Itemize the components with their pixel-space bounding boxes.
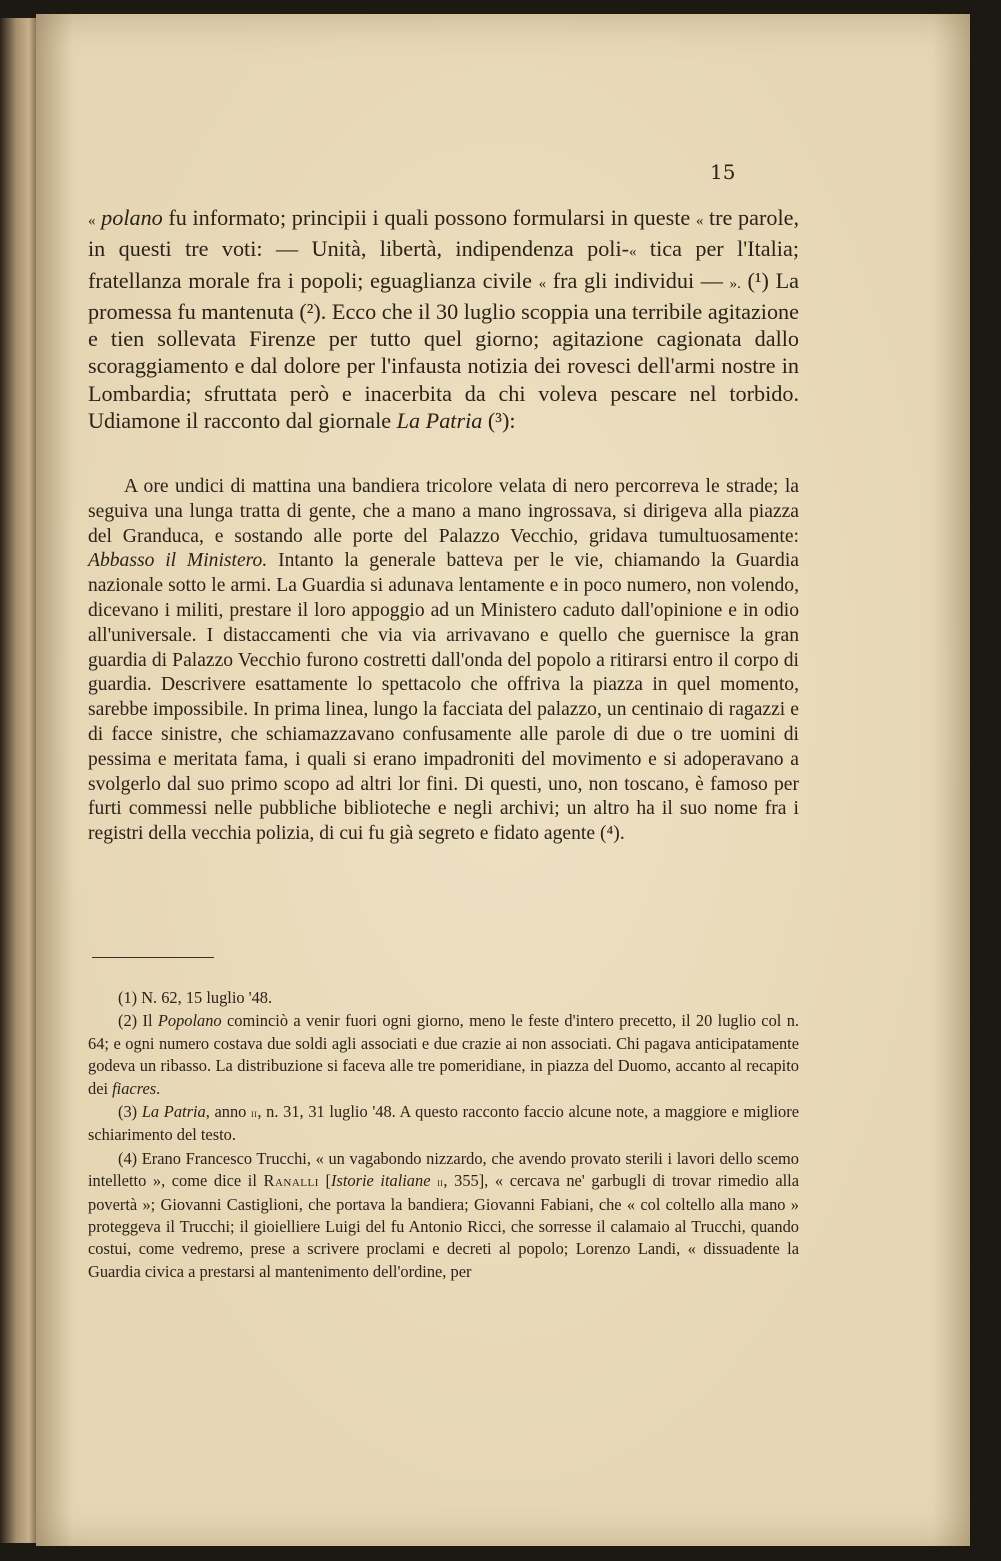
footnote-text: , n. 31, 31 luglio '48. A questo racconto faccio alcune note, a maggiore e migliore schiarimento del testo. xyxy=(88,1102,799,1145)
footnote-4 xyxy=(88,1148,799,1283)
guillemet: « xyxy=(629,244,637,261)
main-text-body: (¹) La promessa fu mantenuta (²). Ecco che il 30 luglio scoppia una terribile agitazione e tien sollevata Firenze per tutto quel giorno; agitazione cagionata dallo scoraggiamento e dal dolore per l'infausta notizia dei rovesci dell'armi nostre in Lombardia; sfruttata però e inacerbita da chi voleva pescare nel torbido. Udiamone il racconto dal giornale xyxy=(88,267,799,434)
foreign-word: fiacres xyxy=(112,1078,157,1098)
book-page xyxy=(36,14,970,1546)
footnote-divider xyxy=(92,957,214,958)
footnotes xyxy=(88,987,799,1284)
footnote-text: (4) Erano Francesco Trucchi, « un vagabondo nizzardo, che avendo provato sterili i lavori dello scemo intelletto », come dice il xyxy=(88,1148,799,1191)
main-text-line: tica per l'Italia; fratellanza morale fra i popoli; eguaglianza civile xyxy=(88,236,799,293)
work-title: Istorie italiane xyxy=(330,1171,431,1191)
guillemet: « xyxy=(88,213,96,229)
footnote-2 xyxy=(88,1010,799,1100)
quote-shout: Abbasso il Ministero. xyxy=(88,550,268,572)
main-text-line: fra gli individui — xyxy=(546,267,730,293)
footnote-text: (3) xyxy=(118,1102,142,1122)
guillemet-close: ». xyxy=(729,275,741,292)
newspaper-title: La Patria xyxy=(141,1102,206,1122)
page-number: 15 xyxy=(710,160,736,184)
quote-text: A ore undici di mattina una bandiera tricolore velata di nero percorreva le strade; la seguiva una lunga tratta di gente, che a mano a mano ingrossava, si dirigeva alla piazza del Granduca, e sostando alle porte del Palazzo Vecchio, gridava tumultuosamente: xyxy=(88,476,799,547)
book-spine xyxy=(0,18,36,1543)
guillemet: « xyxy=(538,275,547,292)
newspaper-title-fragment: polano xyxy=(101,205,163,230)
footnote-text: [ xyxy=(318,1171,331,1191)
quote-text: Intanto la generale batteva per le vie, chiamando la Guardia nazionale sotto le armi. La Guardia si adunava lentamente e in poco numero, non volendo, dicevano i militi, prestare il loro appoggio ad un Ministero caduto dall'opinione e in odio all'universale. I distaccamenti che via via arrivavano e quello che guernisce la gran guardia di Palazzo Vecchio furono costretti dall'onda del popolo a ritirarsi entro il corpo di guardia. Descrivere esattamente lo spettacolo che offriva la piazza in quel momento, sarebbe impossibile. In prima linea, lungo la facciata del palazzo, un centinaio di ragazzi e di facce sinistre, che schiamazzavano confusamente alle parole di due o tre uomini di pessima e meritata fama, i quali si erano impadroniti del movimento e si adoperavano a svolgerlo dal suo primo scopo ad altri lor fini. Di questi, uno, non toscano, è famoso per furti commessi nelle pubbliche biblioteche e negli archivi; un altro ha il suo nome fra i registri della vecchia polizia, di cui fu già segreto e fidato agente (⁴). xyxy=(88,550,799,845)
footnote-text: , 355], « cercava ne' garbugli di trovar rimedio alla povertà »; Giovanni Castiglioni, che portava la bandiera; Giovanni Fabiani, che « col coltello alla mano » proteggeva il Trucchi; il gioielliere Luigi del fu Antonio Ricci, che sorresse il calamaio al Trucchi, quando costui, come vedremo, prese a scrivere proclami e decreti al popolo; Lorenzo Landi, « dissuadente la Guardia civica a prestarsi al mantenimento dell'ordine, per xyxy=(88,1171,799,1281)
footnote-1: (1) N. 62, 15 luglio '48. xyxy=(118,988,273,1007)
quoted-account xyxy=(88,475,799,847)
main-paragraph xyxy=(88,204,799,434)
guillemet: « xyxy=(695,213,704,229)
footnote-text: cominciò a venir fuori ogni giorno, meno le feste d'intero precetto, il 20 luglio col n. 64; e ogni numero costava due soldi agli associati e due crazie ai non associati. Chi pagava anticipatamente godeva un ribasso. La distribuzione si faceva alle tre pomeridiane, in piazza del Duomo, accanto al recapito dei xyxy=(88,1011,800,1098)
footnote-text: (2) Il xyxy=(118,1011,158,1031)
newspaper-title: Popolano xyxy=(157,1011,222,1031)
main-text-line: fu informato; principii i quali possono formularsi in queste xyxy=(162,205,696,230)
footnote-text: . xyxy=(156,1078,161,1098)
author-name: Ranalli xyxy=(263,1171,319,1191)
main-text-end: (³): xyxy=(482,408,516,434)
footnote-3 xyxy=(88,1101,799,1147)
journal-title: La Patria xyxy=(396,408,483,434)
footnote-text: , anno xyxy=(205,1102,252,1122)
main-text-line: tre parole, in questi tre voti: — Unità, libertà, indipendenza poli- xyxy=(88,205,800,262)
roman-numeral: ii xyxy=(251,1106,258,1121)
roman-numeral: ii xyxy=(437,1175,444,1190)
